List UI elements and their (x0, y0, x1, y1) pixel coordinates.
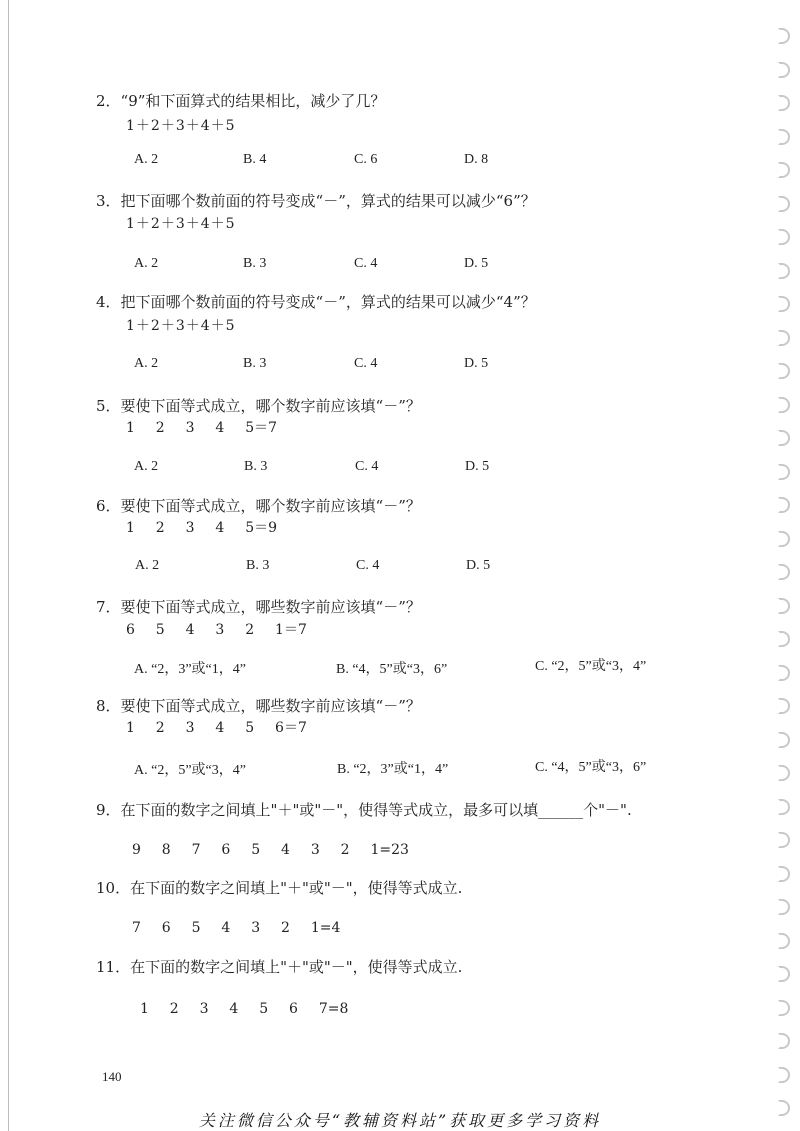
binding-ring (778, 296, 790, 312)
question-title: 3．把下面哪个数前面的符号变成“－”，算式的结果可以减少“6”？ (96, 192, 536, 210)
question-title: 2．“9”和下面算式的结果相比，减少了几？ (96, 92, 386, 110)
binding-ring (778, 765, 790, 781)
option-d: D. 5 (465, 459, 490, 474)
binding-ring (778, 229, 790, 245)
option-c: C. “2，5”或“3，4” (535, 659, 647, 674)
option-a: A. “2，5”或“3，4” (134, 763, 246, 778)
option-c: C. 4 (354, 356, 378, 371)
option-c: C. 4 (354, 256, 378, 271)
binding-ring (778, 397, 790, 413)
question-expression: 6 5 4 3 2 1＝7 (126, 622, 307, 638)
question-expression: 1＋2＋3＋4＋5 (126, 318, 236, 334)
binding-ring (778, 1067, 790, 1083)
binding-ring (778, 430, 790, 446)
binding-ring (778, 363, 790, 379)
binding-ring (778, 665, 790, 681)
question-title: 10．在下面的数字之间填上"＋"或"－"，使得等式成立. (96, 879, 463, 897)
binding-ring (778, 799, 790, 815)
question-expression: 1 2 3 4 5＝7 (126, 420, 278, 436)
question-expression: 1 2 3 4 5 6 7=8 (140, 1001, 349, 1017)
binding-ring (778, 933, 790, 949)
option-c: C. 6 (354, 152, 378, 167)
question-expression: 1＋2＋3＋4＋5 (126, 118, 236, 134)
option-d: D. 5 (464, 256, 489, 271)
option-d: D. 5 (464, 356, 489, 371)
binding-ring (778, 62, 790, 78)
binding-ring (778, 95, 790, 111)
option-a: A. 2 (135, 558, 160, 573)
binding-ring (778, 497, 790, 513)
option-a: A. 2 (134, 152, 159, 167)
footer-note: 关注微信公众号“教辅资料站”获取更多学习资料 (198, 1111, 602, 1130)
option-a: A. 2 (134, 256, 159, 271)
binding-ring (778, 732, 790, 748)
page-edge (8, 0, 9, 1131)
question-title: 8．要使下面等式成立，哪些数字前应该填“－”？ (96, 697, 421, 715)
binding-ring (778, 832, 790, 848)
question-title: 4．把下面哪个数前面的符号变成“－”，算式的结果可以减少“4”？ (96, 293, 536, 311)
binding-ring (778, 162, 790, 178)
binding-ring (778, 698, 790, 714)
option-a: A. 2 (134, 459, 159, 474)
binding-ring (778, 531, 790, 547)
option-b: B. 4 (243, 152, 267, 167)
option-b: B. “2，3”或“1，4” (337, 762, 449, 777)
question-title: 5．要使下面等式成立，哪个数字前应该填“－”？ (96, 397, 421, 415)
binding-ring (778, 196, 790, 212)
option-a: A. 2 (134, 356, 159, 371)
binding-ring (778, 966, 790, 982)
option-a: A. “2，3”或“1，4” (134, 662, 246, 677)
option-b: B. 3 (244, 459, 268, 474)
option-c: C. 4 (355, 459, 379, 474)
option-b: B. “4，5”或“3，6” (336, 662, 448, 677)
question-expression: 7 6 5 4 3 2 1=4 (132, 920, 341, 936)
option-b: B. 3 (243, 356, 267, 371)
binding-ring (778, 330, 790, 346)
binding-ring (778, 1000, 790, 1016)
option-b: B. 3 (243, 256, 267, 271)
binding-ring (778, 564, 790, 580)
binding-ring (778, 28, 790, 44)
question-expression: 1 2 3 4 5＝9 (126, 520, 278, 536)
binding-ring (778, 866, 790, 882)
option-d: D. 5 (466, 558, 491, 573)
question-expression: 1＋2＋3＋4＋5 (126, 216, 236, 232)
binding-ring (778, 129, 790, 145)
option-d: D. 8 (464, 152, 489, 167)
question-title: 6．要使下面等式成立，哪个数字前应该填“－”？ (96, 497, 421, 515)
question-expression: 9 8 7 6 5 4 3 2 1=23 (132, 842, 409, 858)
option-b: B. 3 (246, 558, 270, 573)
option-c: C. 4 (356, 558, 380, 573)
binding-ring (778, 631, 790, 647)
binding-ring (778, 899, 790, 915)
question-title: 7．要使下面等式成立，哪些数字前应该填“－”？ (96, 598, 421, 616)
option-c: C. “4，5”或“3，6” (535, 760, 647, 775)
page-number: 140 (102, 1069, 122, 1084)
binding-ring (778, 464, 790, 480)
question-title: 11．在下面的数字之间填上"＋"或"－"，使得等式成立. (96, 958, 463, 976)
binding-ring (778, 263, 790, 279)
question-expression: 1 2 3 4 5 6＝7 (126, 720, 307, 736)
binding-ring (778, 1033, 790, 1049)
binding-rings (760, 0, 800, 1131)
binding-ring (778, 598, 790, 614)
question-title: 9．在下面的数字之间填上"＋"或"－"，使得等式成立，最多可以填______个"－". (96, 801, 632, 819)
